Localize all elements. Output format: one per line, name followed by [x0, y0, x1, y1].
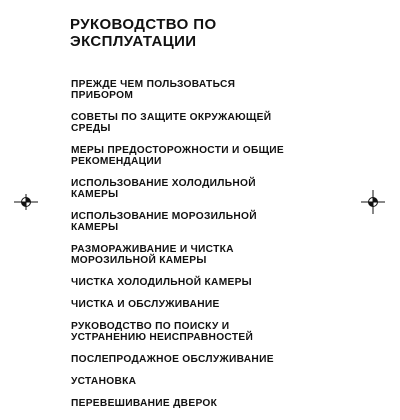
toc-item-before-use: ПРЕЖДЕ ЧЕМ ПОЛЬЗОВАТЬСЯ ПРИБОРОМ: [71, 79, 236, 101]
toc-item-after-sales: ПОСЛЕПРОДАЖНОЕ ОБСЛУЖИВАНИЕ: [71, 354, 274, 365]
toc-item-defrosting: РАЗМОРАЖИВАНИЕ И ЧИСТКА МОРОЗИЛЬНОЙ КАМЕРЫ: [71, 244, 234, 266]
toc-item-freezer-use: ИСПОЛЬЗОВАНИЕ МОРОЗИЛЬНОЙ КАМЕРЫ: [71, 211, 257, 233]
toc-item-maintenance: ЧИСТКА И ОБСЛУЖИВАНИЕ: [71, 299, 220, 310]
toc-item-fridge-cleaning: ЧИСТКА ХОЛОДИЛЬНОЙ КАМЕРЫ: [71, 277, 252, 288]
registration-mark-icon: [14, 190, 38, 214]
page-title: РУКОВОДСТВО ПО ЭКСПЛУАТАЦИИ: [70, 16, 217, 50]
toc-item-precautions: МЕРЫ ПРЕДОСТОРОЖНОСТИ И ОБЩИЕ РЕКОМЕНДАЦИИ: [71, 145, 284, 167]
toc-item-door-reversal: ПЕРЕВЕШИВАНИЕ ДВЕРОК: [71, 398, 218, 409]
toc-item-fridge-use: ИСПОЛЬЗОВАНИЕ ХОЛОДИЛЬНОЙ КАМЕРЫ: [71, 178, 256, 200]
toc-item-environment: СОВЕТЫ ПО ЗАЩИТЕ ОКРУЖАЮЩЕЙ СРЕДЫ: [71, 112, 272, 134]
toc-item-installation: УСТАНОВКА: [71, 376, 137, 387]
table-of-contents: [71, 79, 331, 420]
toc-item-troubleshooting: РУКОВОДСТВО ПО ПОИСКУ И УСТРАНЕНИЮ НЕИСПРАВНОСТЕЙ: [71, 321, 254, 343]
registration-mark-icon: [361, 190, 385, 214]
